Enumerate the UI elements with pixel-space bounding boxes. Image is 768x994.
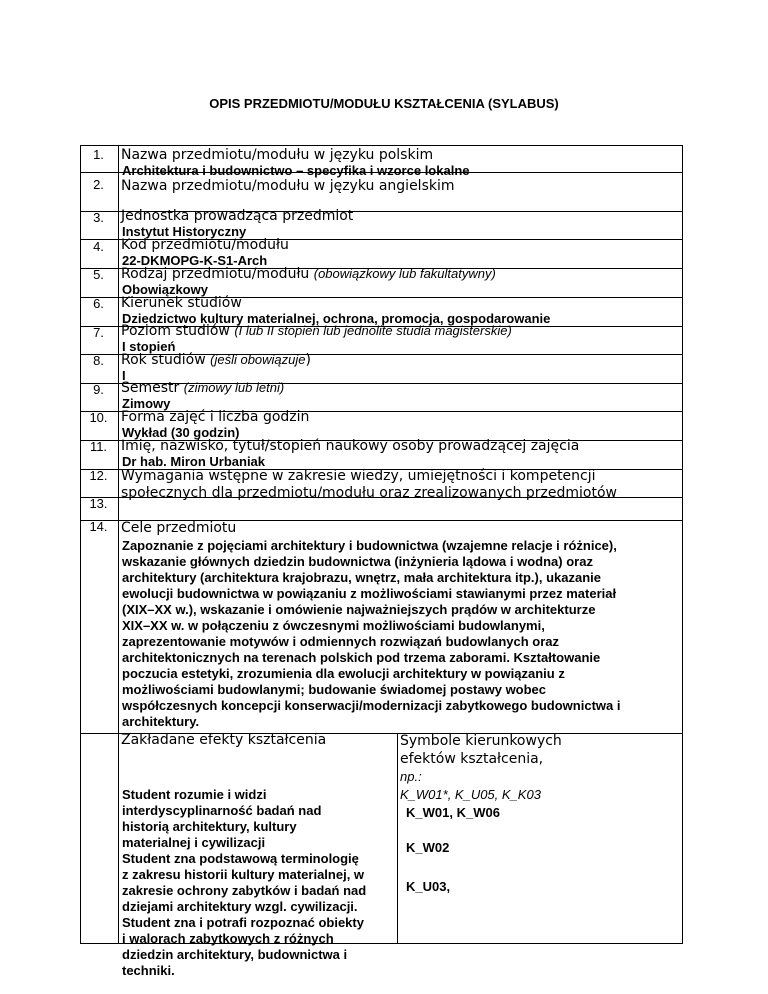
field-label	[121, 467, 617, 502]
goals-line: zaprezentowanie motywów i odmiennych rozwiązań budowlanych oraz	[122, 634, 560, 649]
syllabus-table	[80, 145, 683, 978]
field-value: Obowiązkowy	[122, 282, 208, 297]
column-divider	[118, 145, 119, 944]
field-value: Dziedzictwo kultury materialnej, ochrona, promocja, gospodarowanie	[122, 311, 551, 326]
field-label-text: Poziom studiów	[121, 323, 235, 339]
field-label	[121, 352, 311, 368]
row-number: 8.	[93, 353, 104, 368]
field-label: Imię, nazwisko, tytuł/stopień naukowy osoby prowadzącej zajęcia	[121, 438, 580, 454]
field-label	[121, 380, 284, 396]
field-label-text: Semestr	[121, 380, 184, 396]
row-number: 13.	[89, 496, 108, 511]
effect-code: K_U03,	[406, 879, 451, 894]
row-number: 1.	[93, 147, 104, 162]
field-label: Cele przedmiotu	[121, 520, 237, 536]
field-label: Nazwa przedmiotu/modułu w języku angielskim	[121, 178, 455, 194]
field-label-text: Rodzaj przedmiotu/modułu	[121, 266, 314, 282]
effect-description	[122, 787, 392, 851]
effect-description	[122, 851, 392, 915]
effect-line: materialnej i cywilizacji	[122, 835, 266, 850]
field-label: Kierunek studiów	[121, 295, 242, 311]
field-label-line: Wymagania wstępne w zakresie wiedzy, umiejętności i kompetencji	[121, 468, 596, 484]
field-label	[121, 323, 512, 339]
effect-code: K_W01, K_W06	[406, 805, 500, 820]
goals-line: poczucia estetyki, zrozumienia dla ewolucji architektury w powiązaniu z	[122, 666, 565, 681]
field-label-line: społecznych dla przedmiotu/modułu oraz zrealizowanych przedmiotów	[121, 485, 617, 501]
table-border	[682, 145, 683, 944]
field-label: Zakładane efekty kształcenia	[121, 732, 327, 748]
effect-description	[122, 915, 392, 979]
effect-line: techniki.	[122, 963, 175, 978]
row-number: 5.	[93, 267, 104, 282]
row-number: 4.	[93, 239, 104, 254]
row-number: 9.	[93, 382, 104, 397]
field-hint-end: )	[305, 352, 311, 368]
goals-line: architektury.	[122, 714, 200, 729]
symbols-hint: np.:	[400, 769, 422, 784]
row-number: 7.	[93, 325, 104, 340]
row-number: 11.	[89, 439, 108, 454]
row-number: 2.	[93, 177, 104, 192]
field-value: Dr hab. Miron Urbaniak	[122, 454, 266, 469]
field-label: Kod przedmiotu/modułu	[121, 237, 289, 253]
effect-line: dziejami architektury wzgl. cywilizacji.	[122, 899, 358, 914]
symbols-example: K_W01*, K_U05, K_K03	[400, 787, 541, 802]
goals-line: (XIX–XX w.), wskazanie i omówienie najważniejszych prądów w architekturze	[122, 602, 596, 617]
effect-line: Student rozumie i widzi	[122, 787, 267, 802]
field-value: Wykład (30 godzin)	[122, 425, 240, 440]
field-label: Forma zajęć i liczba godzin	[121, 409, 310, 425]
symbols-header	[400, 732, 680, 804]
field-hint: (I lub II stopień lub jednolite studia magisterskie)	[234, 323, 512, 338]
document-title: OPIS PRZEDMIOTU/MODUŁU KSZTAŁCENIA (SYLABUS)	[209, 96, 559, 111]
field-hint: (obowiązkowy lub fakultatywny)	[313, 266, 496, 281]
course-goals	[122, 538, 677, 730]
field-label-text: Rok studiów	[121, 352, 211, 368]
effect-line: Student zna i potrafi rozpoznać obiekty	[122, 915, 364, 930]
field-hint: (zimowy lub letni)	[183, 380, 285, 395]
effect-line: historią architektury, kultury	[122, 819, 297, 834]
field-label	[121, 266, 496, 282]
goals-line: XIX–XX w. w połączeniu z ówczesnymi możliwościami budowlanymi,	[122, 618, 545, 633]
effect-line: z zakresu historii kultury materialnej, w	[122, 867, 365, 882]
row-number: 12.	[89, 468, 108, 483]
table-border	[80, 145, 683, 146]
goals-line: Zapoznanie z pojęciami architektury i budownictwa (wzajemne relacje i różnice),	[122, 538, 617, 553]
effect-line: zakresie ochrony zabytków i badań nad	[122, 883, 367, 898]
goals-line: wskazanie głównych dziedzin budownictwa (inżynieria lądowa i wodna) oraz	[122, 554, 593, 569]
field-hint: (jeśli obowiązuje	[210, 352, 306, 367]
goals-line: architektury (architektura krajobrazu, wnętrz, mała architektura itp.), ukazanie	[122, 570, 601, 585]
field-value: I stopień	[122, 339, 176, 354]
field-value: Instytut Historyczny	[122, 224, 247, 239]
effect-line: interdyscyplinarność badań nad	[122, 803, 322, 818]
field-label: Jednostka prowadząca przedmiot	[121, 208, 354, 224]
row-number: 10.	[89, 410, 108, 425]
field-value: 22-DKMOPG-K-S1-Arch	[122, 253, 268, 268]
goals-line: współczesnych koncepcji konserwacji/modernizacji zabytkowego budownictwa i	[122, 698, 621, 713]
effect-line: Student zna podstawową terminologię	[122, 851, 359, 866]
symbols-header-text: efektów kształcenia,	[400, 751, 544, 767]
field-value: Architektura i budownictwo – specyfika i wzorce lokalne	[122, 163, 470, 178]
table-border	[80, 145, 81, 944]
symbols-header-line: Symbole kierunkowych	[400, 733, 562, 749]
symbols-header-line	[400, 750, 680, 786]
column-divider	[397, 733, 398, 944]
effect-line: dziedzin architektury, budownictwa i	[122, 947, 348, 962]
row-number: 6.	[93, 296, 104, 311]
goals-line: możliwościami budowlanymi; budowanie świadomej postawy wobec	[122, 682, 547, 697]
field-label: Nazwa przedmiotu/modułu w języku polskim	[121, 147, 434, 163]
goals-line: architektonicznych na terenach polskich pod trzema zaborami. Kształtowanie	[122, 650, 601, 665]
goals-line: ewolucji budownictwa w powiązaniu z możliwościami stawianymi przez materiał	[122, 586, 617, 601]
row-number: 3.	[93, 210, 104, 225]
field-value: I	[122, 368, 126, 383]
field-value: Zimowy	[122, 396, 171, 411]
effect-code: K_W02	[406, 840, 450, 855]
row-number: 14.	[89, 519, 108, 534]
effect-line: i walorach zabytkowych z różnych	[122, 931, 334, 946]
